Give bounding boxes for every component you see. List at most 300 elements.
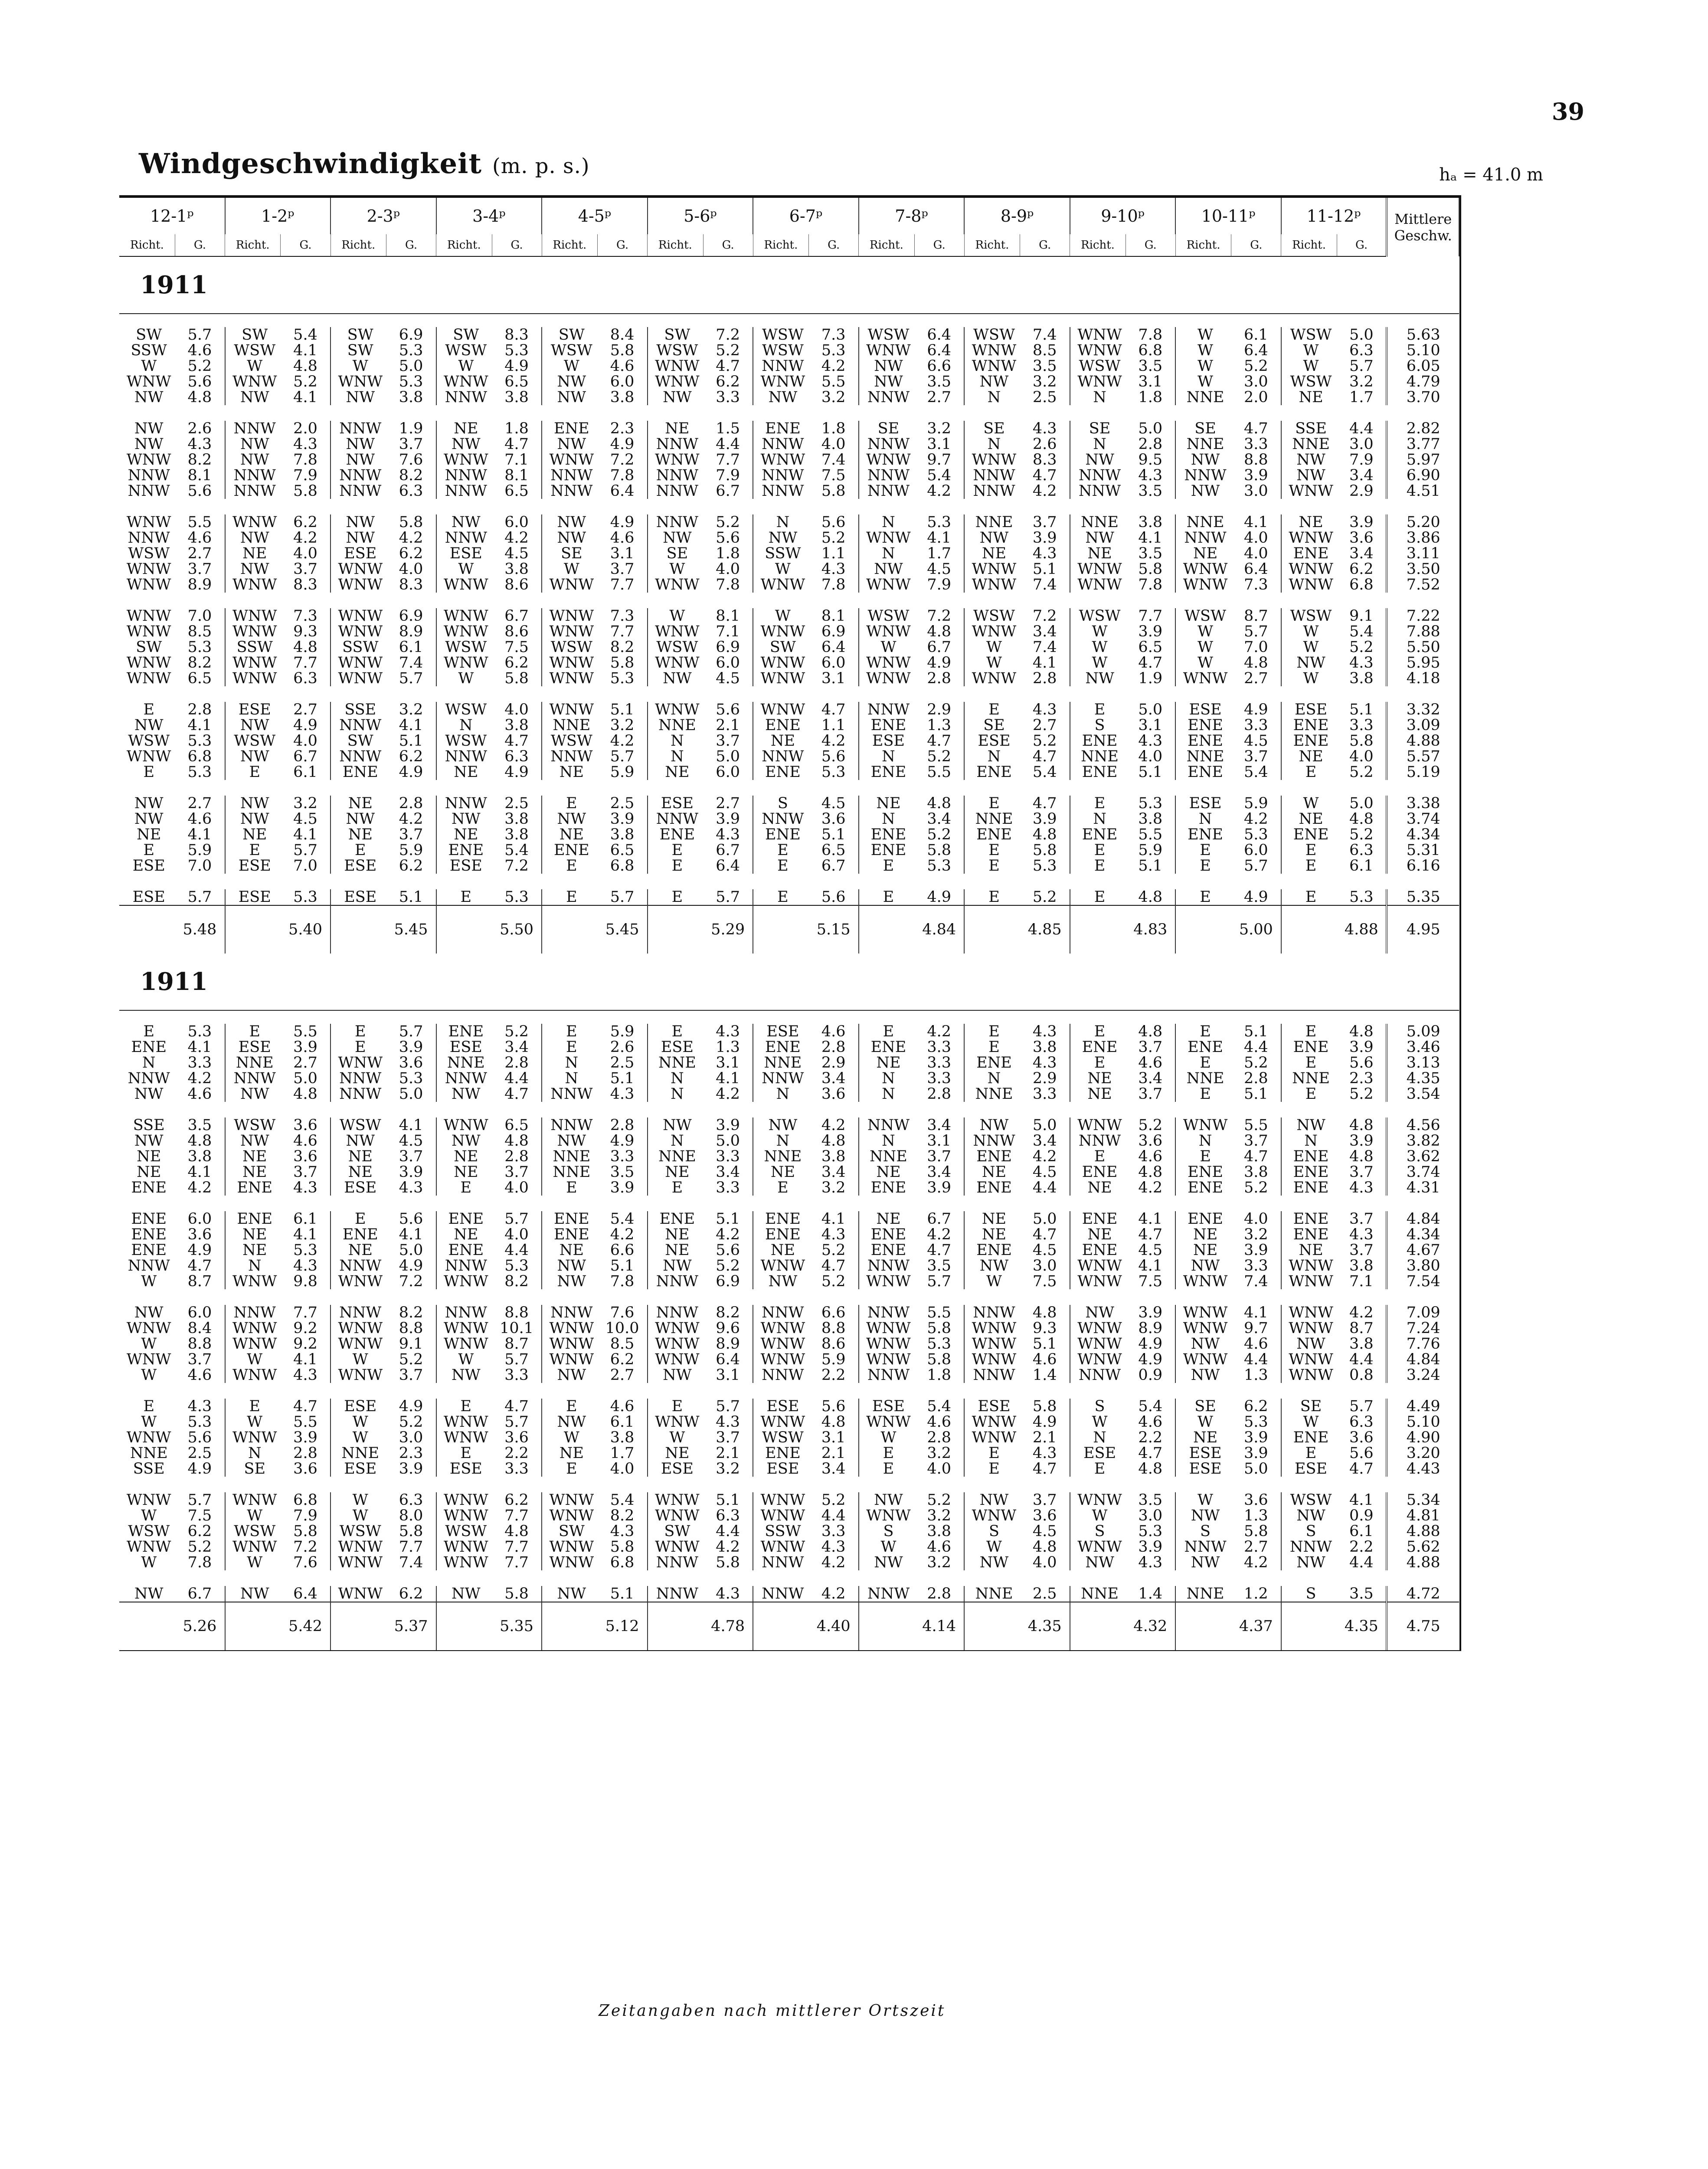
wind-direction: ENE [765,1445,801,1461]
wind-speed: 3.3 [914,1071,964,1086]
wind-speed: 3.4 [1337,546,1387,561]
wind-speed: 3.7 [386,436,436,452]
wind-direction: ENE [237,1211,273,1227]
wind-speed: 3.5 [1020,358,1070,374]
wind-direction: WNW [760,1539,805,1555]
wind-direction: NNW [233,1071,276,1086]
wind-direction: N [671,1086,684,1102]
wind-direction: NNW [339,1305,382,1320]
wind-direction: NW [557,1258,586,1274]
wind-direction: N [565,1071,579,1086]
wind-speed: 7.1 [703,624,753,639]
wind-speed: 1.8 [703,546,753,561]
wind-speed: 6.4 [809,639,859,655]
wind-speed: 4.0 [914,1461,964,1477]
wind-speed: 8.1 [809,608,859,624]
wind-speed: 4.4 [492,1242,542,1258]
wind-speed: 4.3 [1337,1180,1387,1196]
wind-direction: ESE [132,889,165,905]
wind-speed: 4.3 [703,1414,753,1430]
wind-speed: 5.8 [1231,1524,1281,1539]
wind-direction: WNW [444,1508,488,1524]
wind-speed: 2.8 [914,1586,964,1602]
wind-direction: ENE [237,1180,273,1196]
daily-mean: 3.50 [1387,561,1459,577]
wind-direction: E [883,889,894,905]
wind-direction: ENE [1188,1180,1223,1196]
wind-direction: W [1198,327,1214,343]
wind-direction: NE [242,1164,267,1180]
wind-direction: SW [136,639,162,655]
wind-speed: 4.9 [386,1258,436,1274]
wind-direction: ESE [238,1039,271,1055]
wind-direction: WNW [655,358,700,374]
wind-speed: 5.1 [1126,764,1175,780]
wind-direction: N [671,733,684,749]
wind-speed: 6.0 [175,1305,225,1320]
wind-direction: NE [665,1227,690,1242]
wind-speed: 0.9 [1337,1508,1387,1524]
wind-speed: 7.0 [175,858,225,874]
wind-speed: 4.1 [703,1071,753,1086]
wind-direction: W [1198,1414,1214,1430]
wind-speed: 4.7 [809,1258,859,1274]
hourly-mean: 5.42 [281,1602,330,1650]
totals-blank [1281,905,1337,953]
wind-speed: 4.5 [1231,733,1281,749]
wind-speed: 5.4 [914,1399,964,1414]
wind-speed: 3.6 [1337,530,1387,546]
wind-direction: S [777,796,788,811]
wind-speed: 4.7 [1126,655,1175,671]
wind-speed: 3.7 [703,1430,753,1445]
wind-direction: WNW [232,1336,277,1352]
wind-direction: WNW [1289,1352,1333,1367]
totals-blank [964,1602,1020,1650]
wind-direction: N [248,1258,262,1274]
wind-speed: 5.9 [175,842,225,858]
wind-speed: 3.5 [1337,1586,1387,1602]
wind-speed: 1.7 [914,546,964,561]
wind-speed: 6.1 [1337,1524,1387,1539]
wind-speed: 1.3 [1231,1508,1281,1524]
wind-direction: WNW [444,577,488,593]
wind-speed: 2.6 [1020,436,1070,452]
daily-mean: 7.22 [1387,608,1459,624]
daily-mean: 4.88 [1387,733,1459,749]
wind-speed: 3.8 [492,390,542,405]
wind-direction: NNE [658,718,696,733]
wind-direction: N [565,1055,579,1071]
wind-direction: ESE [766,1024,799,1039]
wind-direction: WNW [1077,561,1122,577]
table-row [119,483,1459,499]
wind-direction: NNW [550,1305,593,1320]
wind-speed: 8.8 [1231,452,1281,468]
wind-speed: 5.2 [1337,764,1387,780]
direction-subheader: Richt. [1070,234,1126,256]
wind-speed: 4.5 [1020,1164,1070,1180]
wind-speed: 4.6 [598,530,648,546]
totals-blank [436,905,492,953]
wind-speed: 4.2 [1020,483,1070,499]
wind-direction: E [988,1445,1000,1461]
wind-speed: 3.9 [703,1117,753,1133]
wind-speed: 1.4 [1020,1367,1070,1383]
wind-direction: SSW [236,639,273,655]
wind-speed: 4.8 [1337,1149,1387,1164]
wind-speed: 3.7 [386,1149,436,1164]
wind-speed: 5.0 [703,1133,753,1149]
wind-speed: 6.2 [386,858,436,874]
page-number: 39 [1551,98,1584,125]
wind-speed: 3.1 [703,1055,753,1071]
wind-speed: 4.8 [1126,889,1175,905]
wind-direction: ESE [661,1039,694,1055]
wind-speed: 4.3 [175,436,225,452]
wind-direction: N [1093,390,1106,405]
wind-direction: NW [768,390,798,405]
wind-direction: E [1305,1086,1317,1102]
wind-direction: NW [134,796,164,811]
wind-direction: SE [877,421,900,436]
wind-speed: 2.0 [281,421,330,436]
table-row [119,796,1459,811]
wind-direction: NNW [1078,1133,1121,1149]
wind-speed: 3.2 [1231,1227,1281,1242]
wind-speed: 5.0 [1126,702,1175,718]
hour-header: 7-8ᵖ [859,198,965,234]
wind-speed: 7.2 [598,452,648,468]
wind-speed: 7.5 [809,468,859,483]
wind-speed: 4.2 [809,733,859,749]
wind-direction: E [883,1461,894,1477]
direction-subheader: Richt. [648,234,703,256]
wind-direction: W [247,1555,263,1570]
wind-speed: 2.8 [914,671,964,686]
wind-direction: NE [1299,514,1323,530]
wind-direction: SSW [765,546,801,561]
wind-direction: WNW [338,1367,383,1383]
wind-direction: SE [1089,421,1111,436]
wind-direction: NNW [973,468,1015,483]
separator [119,874,1459,889]
wind-direction: NNE [447,1055,485,1071]
wind-speed: 3.9 [1020,530,1070,546]
wind-speed: 6.1 [281,1211,330,1227]
wind-direction: WNW [444,1117,488,1133]
wind-speed: 4.0 [1231,1211,1281,1227]
wind-speed: 5.5 [281,1414,330,1430]
daily-mean: 3.11 [1387,546,1459,561]
wind-direction: ENE [553,1211,589,1227]
wind-speed: 6.6 [809,1305,859,1320]
table-row [119,530,1459,546]
wind-speed: 4.0 [1020,1555,1070,1570]
wind-speed: 4.7 [914,733,964,749]
wind-direction: E [460,1399,472,1414]
wind-speed: 4.4 [1231,1039,1281,1055]
wind-speed: 3.8 [914,1524,964,1539]
daily-mean: 3.54 [1387,1086,1459,1102]
daily-mean: 6.90 [1387,468,1459,483]
wind-speed: 5.2 [1126,1117,1175,1133]
wind-direction: WNW [655,624,700,639]
year-label: 1911 [119,256,1459,314]
wind-speed: 4.6 [175,1367,225,1383]
wind-direction: E [988,796,1000,811]
wind-speed: 3.8 [598,827,648,842]
wind-direction: NNW [1289,1539,1332,1555]
wind-speed: 1.3 [1231,1367,1281,1383]
wind-direction: NNW [550,749,593,764]
wind-speed: 2.9 [1337,483,1387,499]
daily-mean: 3.32 [1387,702,1459,718]
wind-speed: 6.5 [492,1117,542,1133]
wind-speed: 1.3 [914,718,964,733]
wind-speed: 3.9 [281,1430,330,1445]
wind-direction: W [1198,655,1214,671]
wind-speed: 5.3 [175,1414,225,1430]
wind-direction: WNW [1289,530,1333,546]
wind-direction: NNW [339,483,382,499]
wind-direction: W [352,1508,368,1524]
wind-direction: ENE [765,764,801,780]
wind-speed: 6.7 [492,608,542,624]
wind-speed: 4.8 [1126,1461,1175,1477]
wind-speed: 5.7 [386,1024,436,1039]
wind-direction: NNW [762,436,804,452]
wind-direction: NNE [1081,1586,1119,1602]
title-text: Windgeschwindigkeit [139,147,482,180]
wind-direction: NW [452,1367,481,1383]
totals-blank [859,1602,914,1650]
wind-direction: E [1200,1024,1211,1039]
wind-direction: NW [1085,671,1114,686]
table-row [119,561,1459,577]
wind-direction: NNE [1186,514,1224,530]
wind-direction: ESE [1189,1461,1222,1477]
wind-direction: SE [983,718,1005,733]
wind-direction: WSW [445,702,487,718]
wind-speed: 7.6 [281,1555,330,1570]
wind-speed: 4.8 [1337,811,1387,827]
wind-speed: 8.7 [492,1336,542,1352]
wind-speed: 4.6 [281,1133,330,1149]
wind-speed: 3.2 [703,1461,753,1477]
wind-speed: 4.6 [1126,1149,1175,1164]
wind-direction: E [671,1399,683,1414]
wind-speed: 5.6 [1337,1445,1387,1461]
wind-speed: 7.8 [1126,327,1175,343]
wind-speed: 7.3 [281,608,330,624]
wind-speed: 8.9 [703,1336,753,1352]
wind-direction: NW [346,811,375,827]
wind-direction: NE [348,1164,373,1180]
wind-speed: 3.6 [175,1227,225,1242]
daily-mean: 5.31 [1387,842,1459,858]
wind-speed: 4.2 [386,530,436,546]
wind-direction: ENE [1082,1164,1118,1180]
wind-speed: 5.3 [175,639,225,655]
wind-direction: NW [874,1492,903,1508]
wind-speed: 7.2 [281,1539,330,1555]
wind-speed: 3.0 [1126,1508,1175,1524]
wind-direction: NW [240,530,269,546]
wind-speed: 4.4 [1337,1352,1387,1367]
hourly-mean: 4.35 [1337,1602,1387,1650]
wind-speed: 6.8 [175,749,225,764]
wind-direction: NW [979,530,1009,546]
wind-speed: 4.7 [1020,468,1070,483]
wind-direction: W [141,1508,157,1524]
wind-direction: ENE [976,1242,1012,1258]
wind-direction: ENE [976,764,1012,780]
wind-direction: ESE [449,1039,482,1055]
wind-speed: 4.0 [598,1461,648,1477]
table-row [119,1227,1459,1242]
wind-direction: E [355,1024,366,1039]
wind-direction: S [1306,1586,1316,1602]
wind-speed: 5.4 [492,842,542,858]
wind-direction: W [669,608,685,624]
wind-speed: 8.8 [175,1336,225,1352]
wind-speed: 3.9 [1337,1039,1387,1055]
wind-speed: 5.8 [914,1320,964,1336]
wind-speed: 3.9 [1337,514,1387,530]
wind-direction: SW [453,327,479,343]
wind-speed: 4.2 [703,1086,753,1102]
wind-direction: NNW [128,483,170,499]
daily-mean: 5.57 [1387,749,1459,764]
wind-direction: ENE [1082,733,1118,749]
wind-speed: 5.0 [1337,796,1387,811]
wind-direction: WNW [1289,1274,1333,1289]
wind-speed: 7.8 [175,1555,225,1570]
wind-speed: 3.8 [1337,671,1387,686]
wind-direction: WNW [126,514,171,530]
wind-speed: 2.5 [598,796,648,811]
wind-direction: WNW [1183,561,1228,577]
wind-speed: 7.8 [598,468,648,483]
wind-speed: 3.3 [492,1461,542,1477]
wind-direction: NNW [867,1367,910,1383]
group-separator [119,1570,1459,1586]
wind-speed: 4.7 [492,436,542,452]
wind-speed: 4.2 [1020,1149,1070,1164]
wind-direction: NNW [445,1305,487,1320]
wind-speed: 7.7 [703,452,753,468]
hourly-mean: 4.78 [703,1602,753,1650]
wind-direction: E [1200,858,1211,874]
wind-speed: 8.5 [598,1336,648,1352]
wind-direction: WNW [338,1055,383,1071]
wind-speed: 3.2 [809,1180,859,1196]
wind-speed: 5.2 [1231,358,1281,374]
wind-direction: E [1094,889,1106,905]
totals-blank [753,905,808,953]
wind-speed: 6.5 [809,842,859,858]
wind-speed: 5.4 [598,1492,648,1508]
wind-direction: W [247,1352,263,1367]
wind-direction: WNW [1289,1320,1333,1336]
wind-speed: 7.7 [492,1555,542,1570]
wind-speed: 3.0 [1020,1258,1070,1274]
wind-speed: 8.0 [386,1508,436,1524]
wind-direction: W [247,1414,263,1430]
wind-speed: 7.9 [914,577,964,593]
separator [119,1570,1459,1586]
wind-speed: 6.8 [281,1492,330,1508]
wind-direction: E [1094,858,1106,874]
wind-direction: NE [137,1164,161,1180]
wind-speed: 3.7 [492,1164,542,1180]
wind-direction: NE [982,1227,1007,1242]
wind-direction: ENE [131,1180,167,1196]
wind-speed: 4.7 [492,733,542,749]
wind-direction: WNW [1077,1492,1122,1508]
wind-speed: 7.7 [598,624,648,639]
wind-direction: SW [769,639,796,655]
wind-speed: 4.3 [1337,1227,1387,1242]
wind-direction: NE [1299,811,1323,827]
wind-speed: 5.2 [1337,1086,1387,1102]
wind-direction: NW [1296,1117,1325,1133]
wind-speed: 7.6 [598,1305,648,1320]
wind-speed: 4.3 [1126,1555,1175,1570]
daily-mean: 4.43 [1387,1461,1459,1477]
wind-speed: 5.2 [281,374,330,390]
wind-direction: ENE [1293,1227,1329,1242]
daily-mean: 4.79 [1387,374,1459,390]
wind-speed: 4.2 [492,530,542,546]
wind-speed: 2.8 [175,702,225,718]
wind-direction: NW [346,530,375,546]
daily-mean: 5.34 [1387,1492,1459,1508]
wind-direction: SW [664,327,690,343]
wind-direction: WNW [972,1508,1017,1524]
table-row [119,1399,1459,1414]
wind-speed: 4.1 [914,530,964,546]
wind-direction: ENE [1188,1039,1223,1055]
wind-direction: N [1093,1430,1106,1445]
wind-direction: NE [876,1211,901,1227]
wind-speed: 3.6 [1020,1508,1070,1524]
wind-direction: NE [559,764,584,780]
wind-speed: 8.8 [492,1305,542,1320]
wind-speed: 4.7 [809,702,859,718]
wind-direction: WNW [866,343,911,358]
wind-direction: WNW [444,1414,488,1430]
wind-speed: 5.9 [1231,796,1281,811]
speed-subheader: G. [809,234,859,256]
wind-speed: 6.4 [703,1352,753,1367]
wind-direction: W [1303,624,1319,639]
wind-speed: 5.8 [281,483,330,499]
wind-speed: 4.2 [1231,1555,1281,1570]
wind-direction: NNW [656,483,698,499]
wind-speed: 4.5 [281,811,330,827]
wind-speed: 5.2 [386,1414,436,1430]
wind-direction: ESE [978,1399,1011,1414]
wind-speed: 4.8 [1337,1117,1387,1133]
wind-speed: 9.2 [281,1336,330,1352]
wind-speed: 8.7 [1337,1320,1387,1336]
wind-speed: 4.2 [1337,1305,1387,1320]
wind-direction: N [882,546,895,561]
wind-direction: NW [979,1492,1009,1508]
wind-speed: 5.1 [1020,561,1070,577]
